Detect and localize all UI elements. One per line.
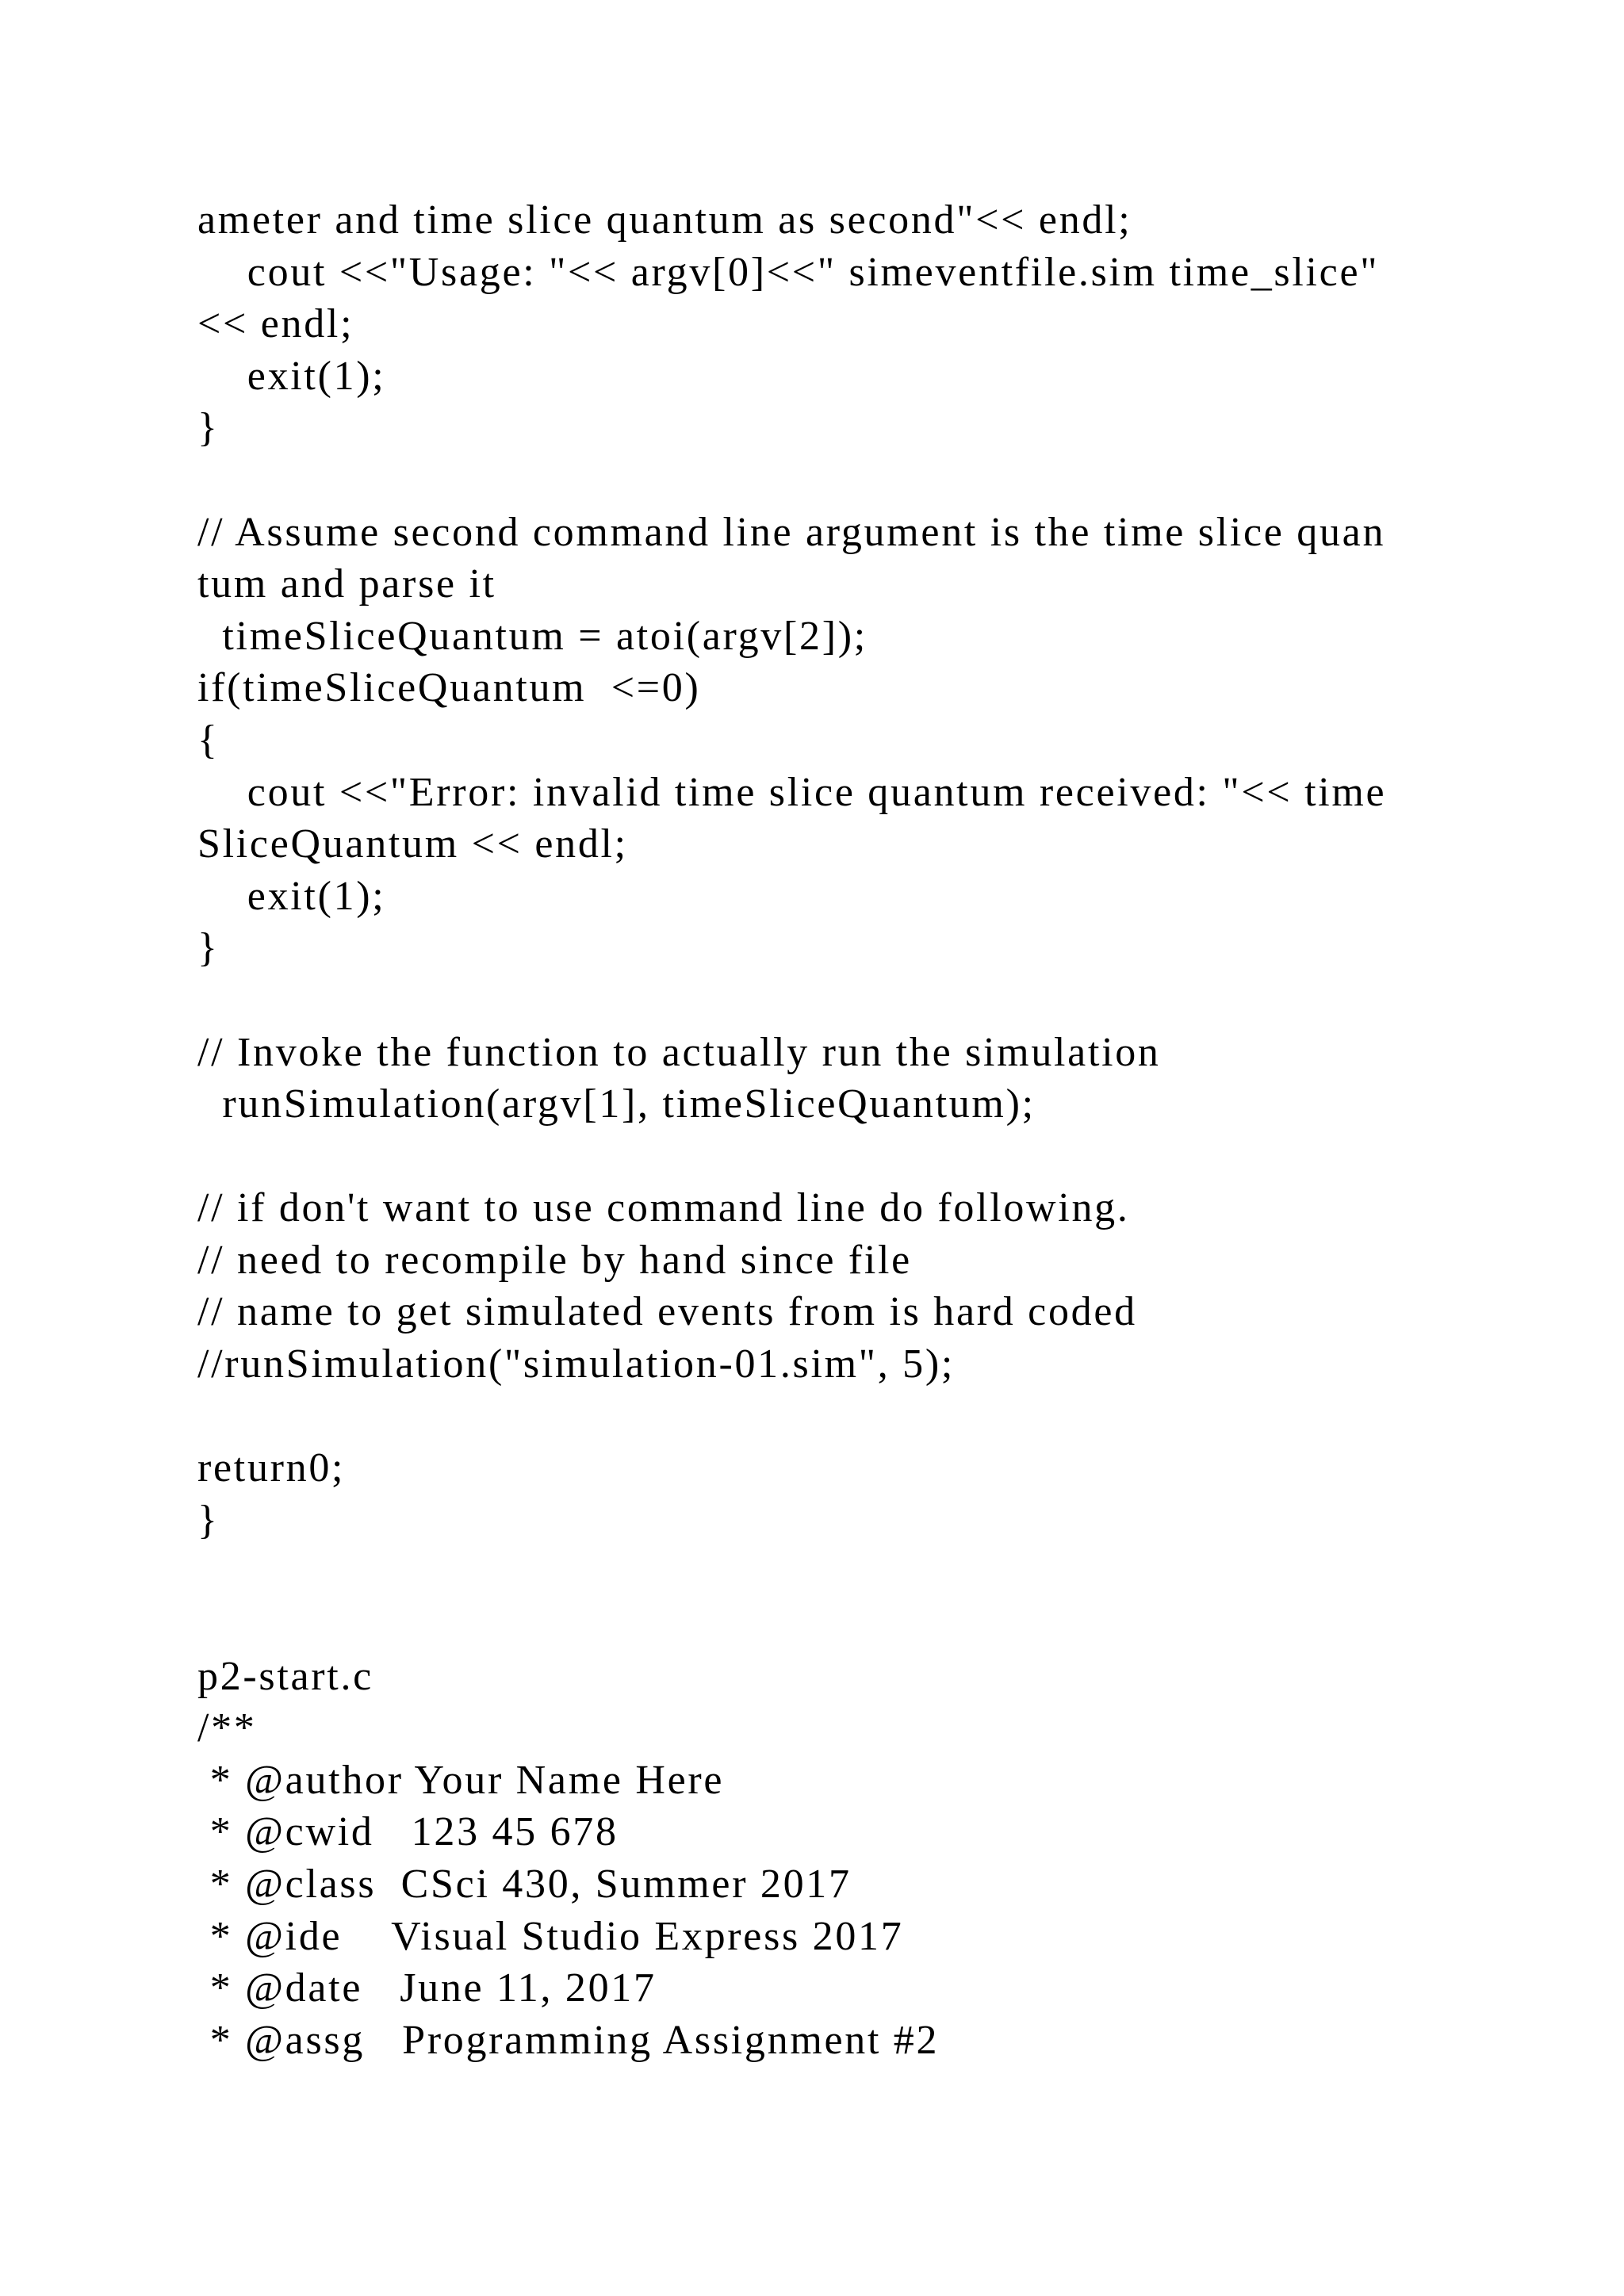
code-line: SliceQuantum << endl;	[197, 821, 628, 867]
code-comment-line: // name to get simulated events from is hard coded	[197, 1289, 1137, 1335]
blank-line	[197, 1598, 1466, 1651]
blank-line	[197, 974, 1466, 1027]
code-line: }	[197, 405, 220, 451]
doc-comment-ide: * @ide Visual Studio Express 2017	[197, 1913, 904, 1959]
file-name-heading: p2-start.c	[197, 1653, 373, 1699]
code-line: if(timeSliceQuantum <=0)	[197, 665, 701, 711]
code-comment-line: //runSimulation("simulation-01.sim", 5);	[197, 1341, 955, 1387]
code-comment-line: // Assume second command line argument is the time slice quan	[197, 509, 1386, 555]
code-line: cout <<"Error: invalid time slice quantum received: "<< time	[197, 769, 1387, 815]
doc-comment-line: /**	[197, 1705, 257, 1751]
code-line: }	[197, 1497, 220, 1543]
doc-comment-assg: * @assg Programming Assignment #2	[197, 2017, 940, 2063]
document-text	[197, 194, 1466, 2066]
doc-comment-author: * @author Your Name Here	[197, 1757, 725, 1803]
code-line: cout <<"Usage: "<< argv[0]<<" simeventfile.sim time_slice"	[197, 249, 1380, 295]
code-line: exit(1);	[197, 873, 386, 919]
blank-line	[197, 1131, 1466, 1183]
code-comment-line: tum and parse it	[197, 561, 496, 607]
code-line: << endl;	[197, 301, 354, 347]
code-line: }	[197, 925, 220, 971]
code-line: exit(1);	[197, 353, 386, 399]
code-comment-line: // need to recompile by hand since file	[197, 1237, 912, 1283]
blank-line	[197, 1391, 1466, 1443]
doc-comment-cwid: * @cwid 123 45 678	[197, 1809, 619, 1855]
code-comment-line: // if don't want to use command line do following.	[197, 1185, 1130, 1231]
code-line: {	[197, 717, 220, 763]
doc-comment-class: * @class CSci 430, Summer 2017	[197, 1862, 852, 1907]
code-line: timeSliceQuantum = atoi(argv[2]);	[197, 613, 868, 659]
doc-comment-date: * @date June 11, 2017	[197, 1965, 657, 2011]
blank-line	[197, 1546, 1466, 1598]
blank-line	[197, 454, 1466, 507]
code-line: runSimulation(argv[1], timeSliceQuantum);	[197, 1081, 1036, 1127]
code-line: return0;	[197, 1445, 346, 1491]
code-comment-line: // Invoke the function to actually run the simulation	[197, 1029, 1161, 1075]
code-line: ameter and time slice quantum as second"<< endl;	[197, 197, 1132, 243]
